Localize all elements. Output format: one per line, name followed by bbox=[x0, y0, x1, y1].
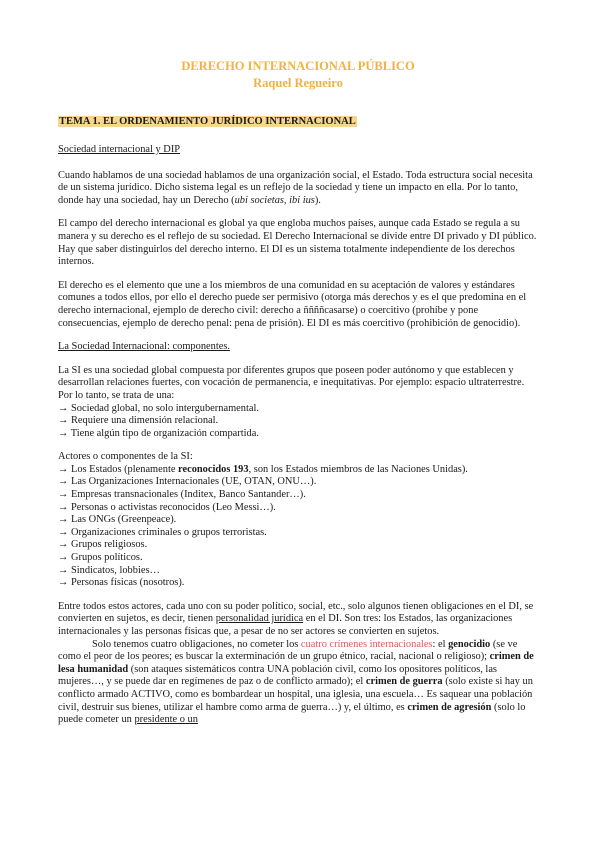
paragraph-1: Cuando hablamos de una sociedad hablamos de una organización social, el Estado. Toda estructura social necesita de un sistema jurídico. Dicho sistema legal es un reflejo de la sociedad y tiene un impacto en ella. Por lo tanto, donde hay una sociedad, hay un Derecho (ubi societas, ibi ius). bbox=[58, 169, 533, 206]
paragraph-2: El campo del derecho internacional es global ya que engloba muchos países, aunque cada Estado se regula a su manera y su derecho es el reflejo de su sociedad. El Derecho Internacional se divide entre DI privado y DI público. Hay que saber distinguirlos del derecho interno. El DI es un sistema totalmente independiente de los derechos internos. bbox=[58, 218, 537, 268]
section-heading: TEMA 1. EL ORDENAMIENTO JURÍDICO INTERNACIONAL bbox=[59, 116, 356, 127]
list-intro-actores: Actores o componentes de la SI: bbox=[58, 451, 193, 463]
document-title: DERECHO INTERNACIONAL PÚBLICO bbox=[181, 59, 415, 73]
list-actores bbox=[58, 464, 538, 590]
list-item: → Sociedad global, no solo intergubernamental. bbox=[58, 402, 259, 414]
paragraph-3: El derecho es el elemento que une a los miembros de una comunidad en su aceptación de valores y estándares comunes a todos ellos, por ello el derecho puede ser permisivo (otorga más derechos y es el que predomina en el derecho internacional, ejemplo de derecho civil: derecho a ññññcasarse) o coercitivo (prohíbe y pone consecuencias, ejemplo de derecho penal: pena de prisión). El DI es más coercitivo (prohibición de genocidio). bbox=[58, 279, 527, 329]
document-author: Raquel Regueiro bbox=[253, 76, 343, 90]
list-intro-sociedad: Por lo tanto, se trata de una: bbox=[58, 389, 175, 401]
list-item: → Tiene algún tipo de organización compartida. bbox=[58, 427, 259, 439]
list-item: → Empresas transnacionales (Inditex, Banco Santander…). bbox=[58, 489, 306, 501]
list-item: → Personas o activistas reconocidos (Leo Messi…). bbox=[58, 501, 276, 513]
paragraph-6: Solo tenemos cuatro obligaciones, no cometer los cuatro crímenes internacionales: el genocidio (se ve como el peor de los peores; es buscar la exterminación de un grupo étnico, racial, nacional o religioso); crimen de lesa humanidad (son ataques sistemáticos contra UNA población civil, como los opositores políticos, las mujeres…, y se puede dar en regímenes de paz o de conflicto armado); el crimen de guerra (solo existe si hay un conflicto armado ACTIVO, como es bombardear un hospital, una iglesia, una escuela… Es saquear una población civil, destruir sus bienes, utilizar el hambre como arma de guerra…) y, el último, es crimen de agresión (solo lo puede cometer un presidente o un bbox=[58, 638, 534, 726]
list-item: → Grupos religiosos. bbox=[58, 539, 148, 551]
paragraph-5: Entre todos estos actores, cada uno con su poder político, social, etc., solo algunos tienen obligaciones en el DI, se convierten en sujetos, es decir, tienen personalidad jurídica en el DI. Son tres: los Estados, las organizaciones internacionales y las personas físicas que, a pesar de no ser actores se convierten en sujetos. bbox=[58, 600, 534, 637]
paragraph-4: La SI es una sociedad global compuesta por diferentes grupos que poseen poder autónomo y que establecen y desarrollan relaciones fuertes, con vocación de permanencia, e inequitativas. Por ejemplo: espacio ultraterrestre. bbox=[58, 364, 525, 389]
list-sociedad-rasgos bbox=[58, 403, 538, 441]
list-item: → Organizaciones criminales o grupos terroristas. bbox=[58, 526, 267, 538]
subsection-title-sociedad-internacional: Sociedad internacional y DIP bbox=[58, 144, 181, 155]
list-item: → Requiere una dimensión relacional. bbox=[58, 415, 219, 427]
list-item: → Los Estados (plenamente reconocidos 193, son los Estados miembros de las Naciones Unidas). bbox=[58, 463, 468, 475]
list-item: → Grupos políticos. bbox=[58, 552, 143, 564]
list-item: → Personas físicas (nosotros). bbox=[58, 577, 185, 589]
list-item: → Las ONGs (Greenpeace). bbox=[58, 514, 177, 526]
subsection-title-componentes: La Sociedad Internacional: componentes. bbox=[58, 341, 230, 353]
list-item: → Sindicatos, lobbies… bbox=[58, 564, 160, 576]
list-item: → Las Organizaciones Internacionales (UE, OTAN, ONU…). bbox=[58, 476, 317, 488]
